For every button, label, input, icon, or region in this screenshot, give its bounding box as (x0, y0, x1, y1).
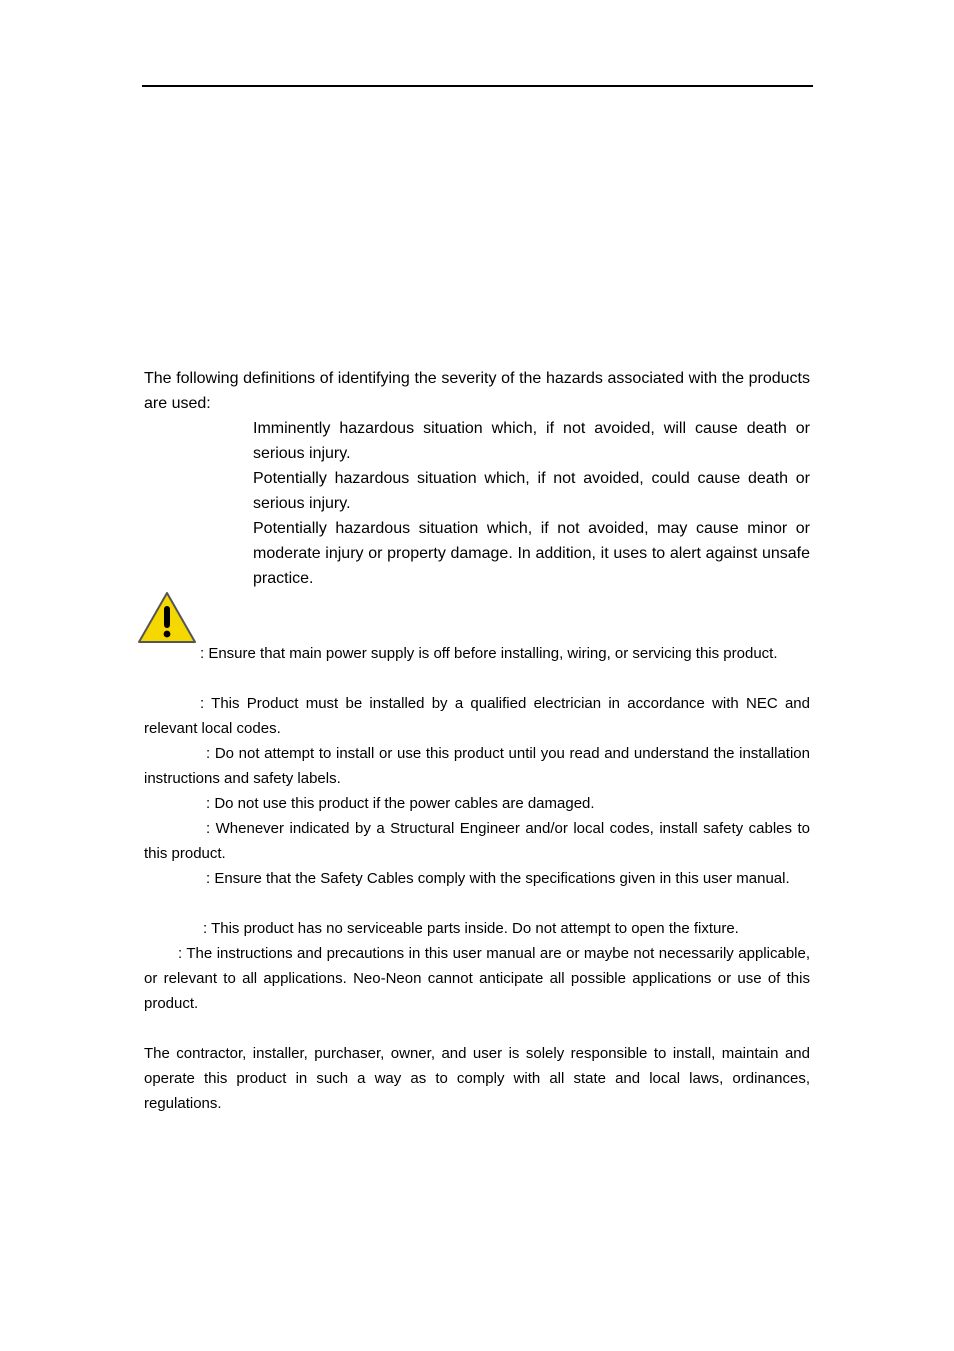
warning-applicability: : The instructions and precautions in this user manual are or maybe not necessarily applicable, or relevant to all applications. Neo-Neon cannot anticipate all possible applications or use of this product. (144, 945, 810, 1012)
header-rule (142, 85, 813, 87)
definition-warning: Potentially hazardous situation which, if not avoided, could cause death or serious injury. (253, 470, 810, 512)
warning-cable-specs: : Ensure that the Safety Cables comply with the specifications given in this user manual. (206, 870, 790, 887)
definition-caution: Potentially hazardous situation which, if not avoided, may cause minor or moderate injury or property damage. In addition, it uses to alert against unsafe practice. (253, 520, 810, 587)
warning-damaged-cables: : Do not use this product if the power cables are damaged. (206, 795, 595, 812)
caution-triangle-icon (137, 591, 197, 644)
warning-no-serviceable-parts: : This product has no serviceable parts inside. Do not attempt to open the fixture. (203, 920, 739, 937)
warning-qualified-electrician: : This Product must be installed by a qualified electrician in accordance with NEC and relevant local codes. (144, 695, 810, 737)
definition-danger: Imminently hazardous situation which, if not avoided, will cause death or serious injury. (253, 420, 810, 462)
warning-safety-cables: : Whenever indicated by a Structural Engineer and/or local codes, install safety cables to this product. (144, 820, 810, 862)
warning-power-off: : Ensure that main power supply is off before installing, wiring, or servicing this product. (200, 645, 778, 662)
intro-paragraph: The following definitions of identifying the severity of the hazards associated with the products are used: (144, 370, 810, 412)
warning-read-instructions: : Do not attempt to install or use this product until you read and understand the installation instructions and safety labels. (144, 745, 810, 787)
closing-paragraph: The contractor, installer, purchaser, owner, and user is solely responsible to install, maintain and operate this product in such a way as to comply with all state and local laws, ordinances, regulations. (144, 1045, 810, 1112)
